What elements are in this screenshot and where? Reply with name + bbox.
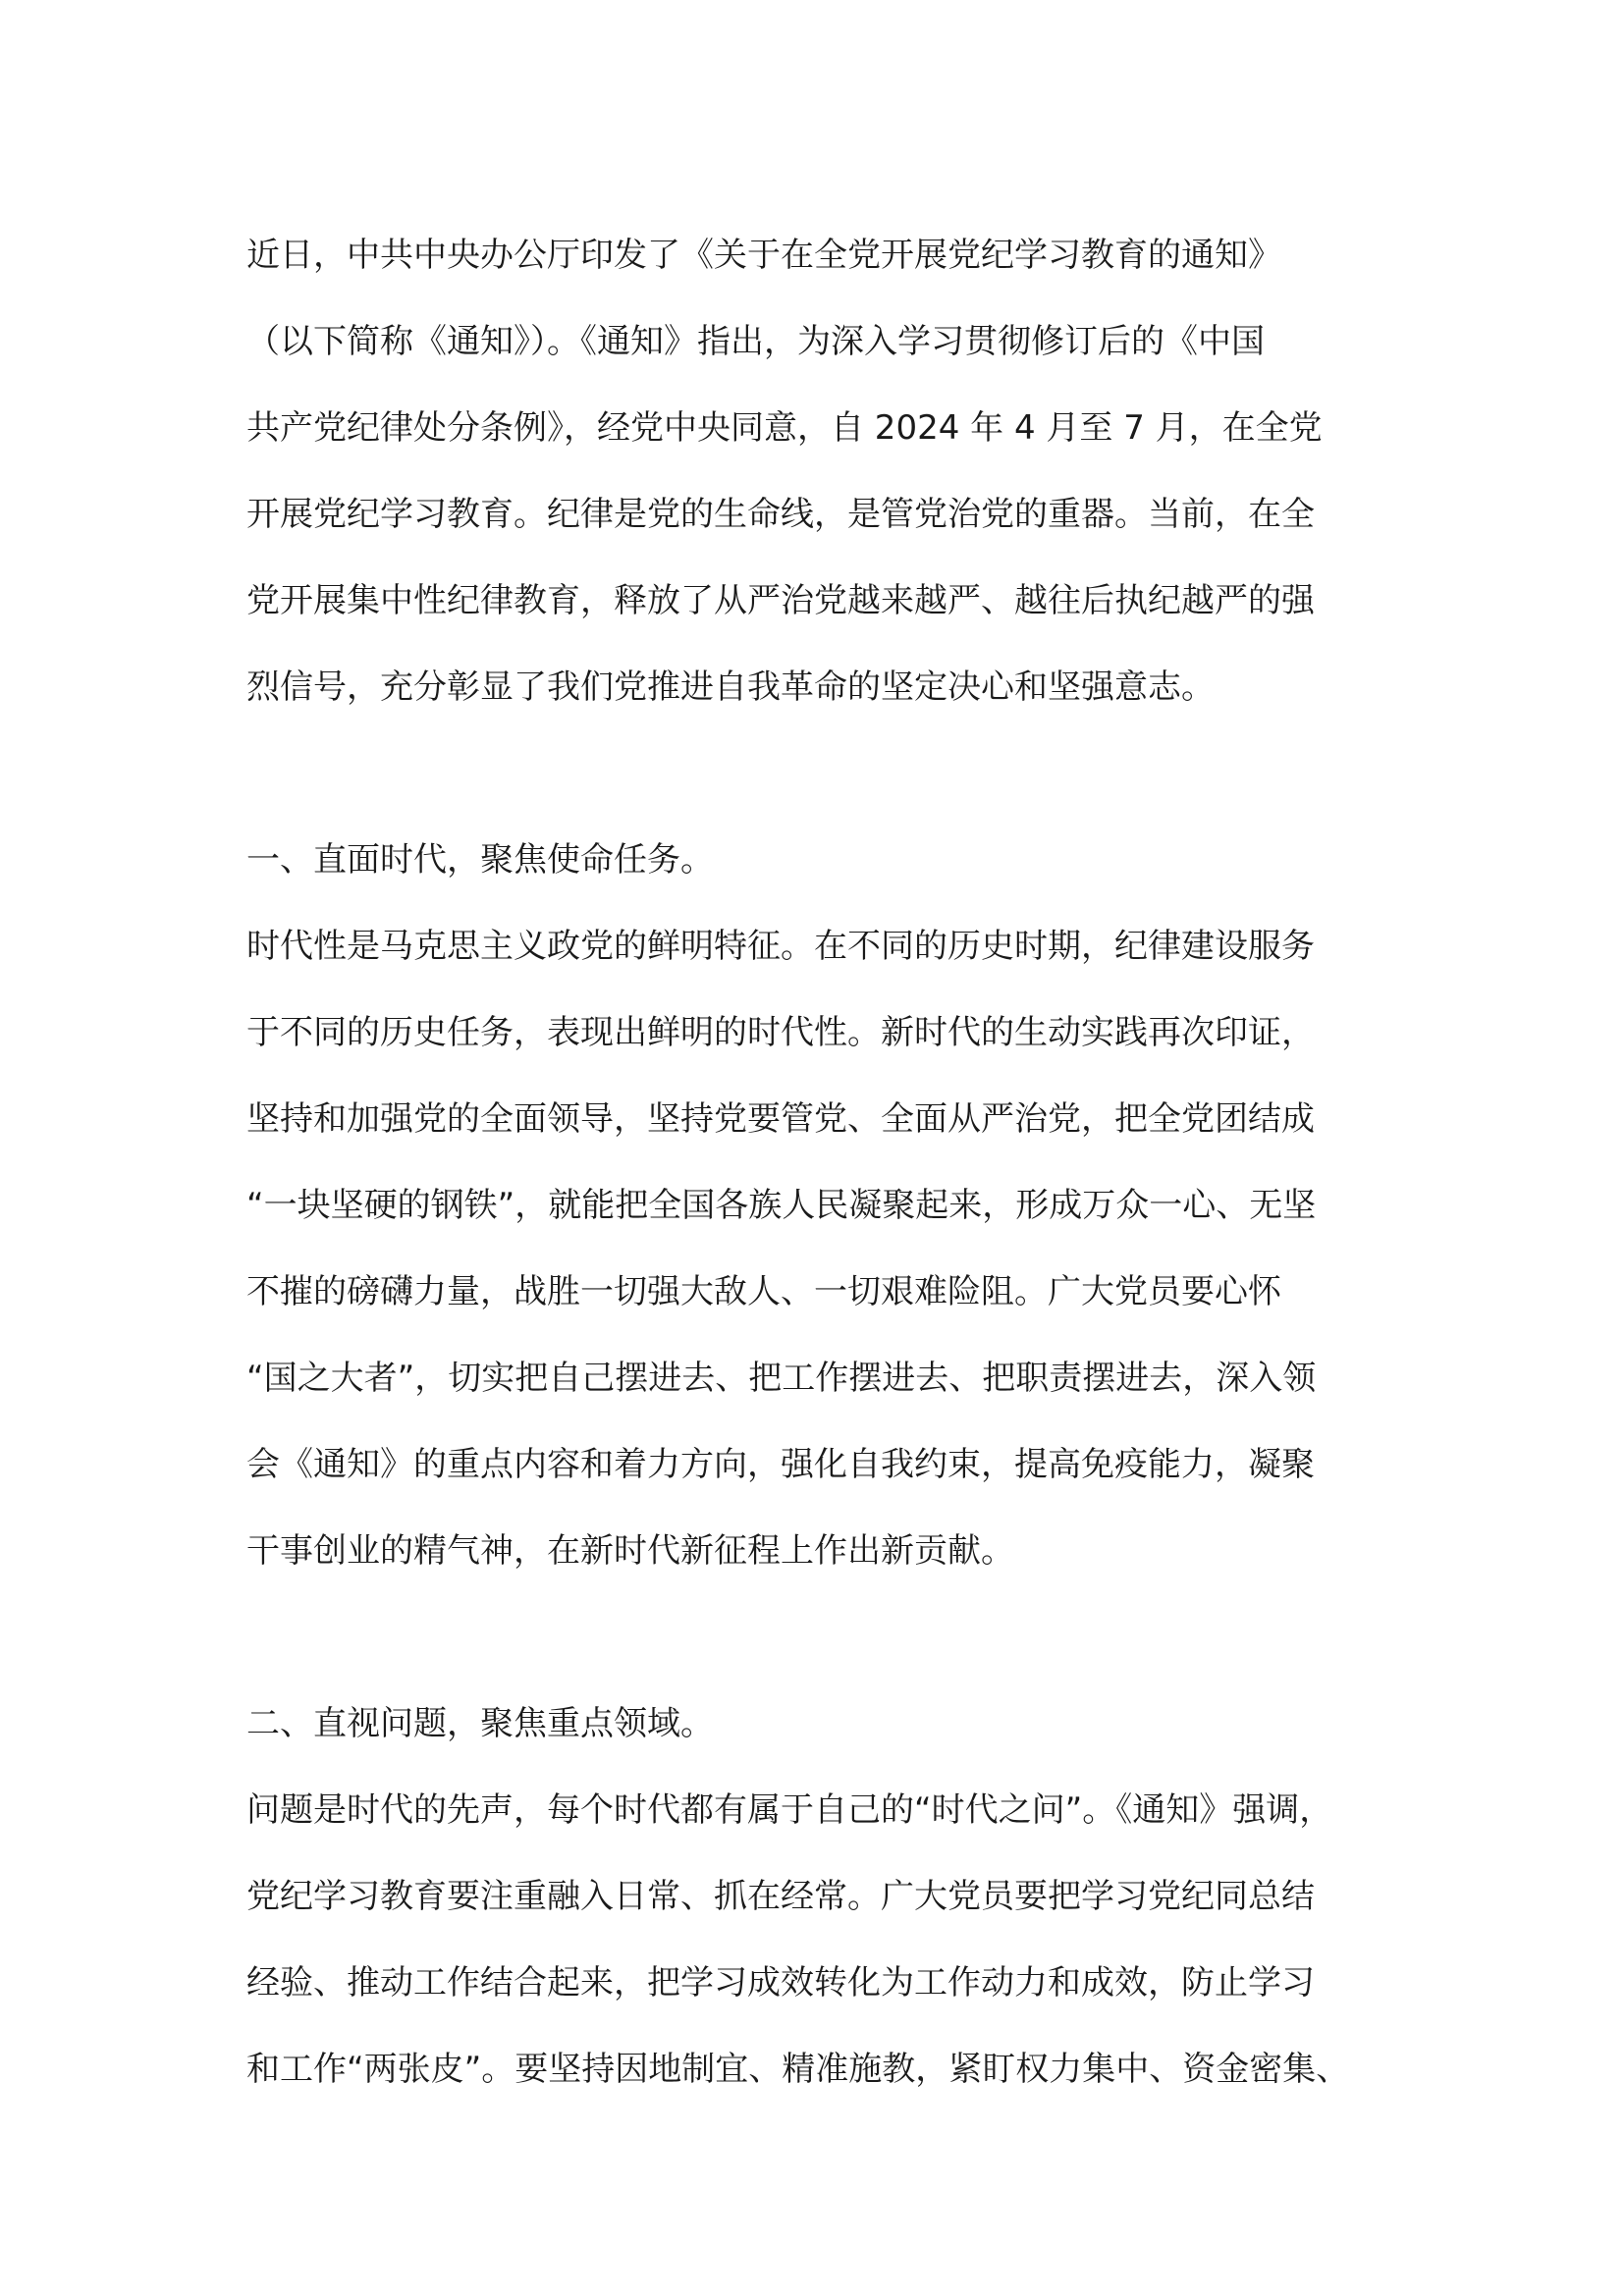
intro-line: 烈信号，充分彰显了我们党推进自我革命的坚定决心和坚强意志。 [246,667,1215,707]
section-2 [246,1681,1410,2112]
section-1 [246,817,1410,1594]
section-1-line: “国之大者”，切实把自己摆进去、把工作摆进去、把职责摆进去，深入领 [246,1359,1317,1398]
intro-line: 开展党纪学习教育。纪律是党的生命线，是管党治党的重器。当前，在全 [246,495,1315,534]
intro-paragraph [246,212,1410,730]
intro-line: （以下简称《通知》）。《通知》指出，为深入学习贯彻修订后的《中国 [246,322,1265,361]
section-2-line: 问题是时代的先声，每个时代都有属于自己的“时代之问”。《通知》强调， [246,1790,1333,1830]
section-2-line: 经验、推动工作结合起来，把学习成效转化为工作动力和成效，防止学习 [246,1963,1315,2002]
section-1-line: 坚持和加强党的全面领导，坚持党要管党、全面从严治党，把全党团结成 [246,1099,1315,1139]
intro-line: 共产党纪律处分条例》，经党中央同意，自 2024 年 4 月至 7 月，在全党 [246,408,1323,448]
section-1-heading: 一、直面时代，聚焦使命任务。 [246,840,714,880]
section-1-line: 不摧的磅礴力量，战胜一切强大敌人、一切艰难险阻。广大党员要心怀 [246,1272,1281,1311]
section-2-line: 和工作“两张皮”。要坚持因地制宜、精准施教，紧盯权力集中、资金密集、 [246,2050,1350,2089]
document-body [246,212,1410,2112]
section-1-line: 时代性是马克思主义政党的鲜明特征。在不同的历史时期，纪律建设服务 [246,927,1315,966]
paragraph-spacer [246,730,1410,817]
section-1-line: “一块坚硬的钢铁”，就能把全国各族人民凝聚起来，形成万众一心、无坚 [246,1186,1317,1225]
intro-line: 党开展集中性纪律教育，释放了从严治党越来越严、越往后执纪越严的强 [246,581,1315,620]
section-2-heading: 二、直视问题，聚焦重点领域。 [246,1704,714,1743]
intro-line: 近日，中共中央办公厅印发了《关于在全党开展党纪学习教育的通知》 [246,236,1281,275]
paragraph-spacer [246,1594,1410,1681]
section-1-line: 会《通知》的重点内容和着力方向，强化自我约束，提高免疫能力，凝聚 [246,1445,1315,1484]
section-2-line: 党纪学习教育要注重融入日常、抓在经常。广大党员要把学习党纪同总结 [246,1877,1315,1916]
section-1-line: 于不同的历史任务，表现出鲜明的时代性。新时代的生动实践再次印证， [246,1013,1315,1052]
section-1-line: 干事创业的精气神，在新时代新征程上作出新贡献。 [246,1531,1014,1571]
